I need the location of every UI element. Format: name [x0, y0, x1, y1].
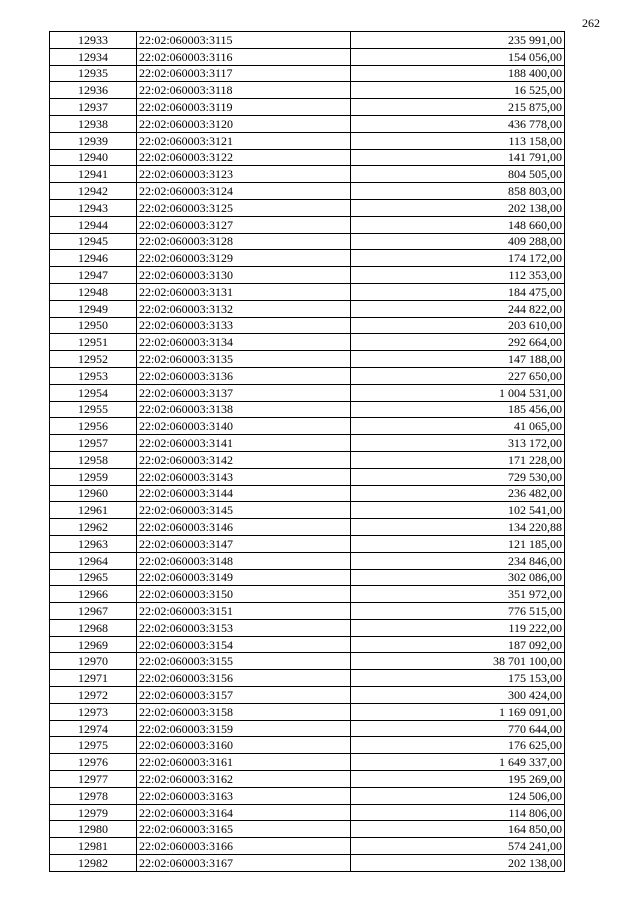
cadastral-number-cell: 22:02:060003:3151: [137, 603, 351, 620]
value-cell: 574 241,00: [351, 838, 565, 855]
row-number-cell: 12982: [50, 855, 137, 872]
row-number-cell: 12955: [50, 401, 137, 418]
value-cell: 776 515,00: [351, 603, 565, 620]
value-cell: 121 185,00: [351, 535, 565, 552]
table-row: [50, 586, 565, 603]
table-row: [50, 603, 565, 620]
row-number-cell: 12941: [50, 166, 137, 183]
row-number-cell: 12942: [50, 183, 137, 200]
table-row: [50, 485, 565, 502]
table-row: [50, 569, 565, 586]
row-number-cell: 12937: [50, 99, 137, 116]
value-cell: 141 791,00: [351, 149, 565, 166]
value-cell: 124 506,00: [351, 787, 565, 804]
cadastral-number-cell: 22:02:060003:3120: [137, 115, 351, 132]
table-row: [50, 183, 565, 200]
table-row: [50, 32, 565, 49]
value-cell: 202 138,00: [351, 199, 565, 216]
row-number-cell: 12958: [50, 451, 137, 468]
row-number-cell: 12945: [50, 233, 137, 250]
cadastral-number-cell: 22:02:060003:3133: [137, 317, 351, 334]
value-cell: 858 803,00: [351, 183, 565, 200]
value-cell: 171 228,00: [351, 451, 565, 468]
row-number-cell: 12963: [50, 535, 137, 552]
value-cell: 202 138,00: [351, 855, 565, 872]
row-number-cell: 12981: [50, 838, 137, 855]
table-row: [50, 771, 565, 788]
cadastral-number-cell: 22:02:060003:3124: [137, 183, 351, 200]
value-cell: 187 092,00: [351, 636, 565, 653]
value-cell: 134 220,88: [351, 519, 565, 536]
value-cell: 244 822,00: [351, 300, 565, 317]
cadastral-number-cell: 22:02:060003:3159: [137, 720, 351, 737]
cadastral-number-cell: 22:02:060003:3142: [137, 451, 351, 468]
row-number-cell: 12952: [50, 351, 137, 368]
cadastral-number-cell: 22:02:060003:3167: [137, 855, 351, 872]
value-cell: 234 846,00: [351, 552, 565, 569]
cadastral-number-cell: 22:02:060003:3118: [137, 82, 351, 99]
row-number-cell: 12961: [50, 502, 137, 519]
table-row: [50, 384, 565, 401]
value-cell: 154 056,00: [351, 48, 565, 65]
table-row: [50, 754, 565, 771]
table-row: [50, 351, 565, 368]
value-cell: 112 353,00: [351, 267, 565, 284]
row-number-cell: 12935: [50, 65, 137, 82]
value-cell: 351 972,00: [351, 586, 565, 603]
row-number-cell: 12962: [50, 519, 137, 536]
value-cell: 175 153,00: [351, 670, 565, 687]
cadastral-number-cell: 22:02:060003:3129: [137, 250, 351, 267]
table-row: [50, 435, 565, 452]
cadastral-value-table: [49, 31, 565, 872]
table-row: [50, 737, 565, 754]
cadastral-number-cell: 22:02:060003:3166: [137, 838, 351, 855]
table-row: [50, 149, 565, 166]
cadastral-number-cell: 22:02:060003:3158: [137, 703, 351, 720]
table-row: [50, 720, 565, 737]
cadastral-number-cell: 22:02:060003:3115: [137, 32, 351, 49]
table-row: [50, 267, 565, 284]
value-cell: 804 505,00: [351, 166, 565, 183]
cadastral-number-cell: 22:02:060003:3132: [137, 300, 351, 317]
row-number-cell: 12957: [50, 435, 137, 452]
value-cell: 188 400,00: [351, 65, 565, 82]
row-number-cell: 12950: [50, 317, 137, 334]
row-number-cell: 12966: [50, 586, 137, 603]
cadastral-number-cell: 22:02:060003:3127: [137, 216, 351, 233]
table-row: [50, 418, 565, 435]
value-cell: 227 650,00: [351, 367, 565, 384]
value-cell: 236 482,00: [351, 485, 565, 502]
table-row: [50, 703, 565, 720]
cadastral-number-cell: 22:02:060003:3130: [137, 267, 351, 284]
table-row: [50, 687, 565, 704]
row-number-cell: 12946: [50, 250, 137, 267]
table-row: [50, 65, 565, 82]
value-cell: 436 778,00: [351, 115, 565, 132]
value-cell: 113 158,00: [351, 132, 565, 149]
value-cell: 174 172,00: [351, 250, 565, 267]
cadastral-number-cell: 22:02:060003:3122: [137, 149, 351, 166]
table-row: [50, 115, 565, 132]
table-row: [50, 216, 565, 233]
row-number-cell: 12940: [50, 149, 137, 166]
cadastral-number-cell: 22:02:060003:3157: [137, 687, 351, 704]
value-cell: 38 701 100,00: [351, 653, 565, 670]
cadastral-number-cell: 22:02:060003:3137: [137, 384, 351, 401]
row-number-cell: 12938: [50, 115, 137, 132]
value-cell: 16 525,00: [351, 82, 565, 99]
value-cell: 770 644,00: [351, 720, 565, 737]
table-row: [50, 804, 565, 821]
table-row: [50, 250, 565, 267]
cadastral-number-cell: 22:02:060003:3117: [137, 65, 351, 82]
value-cell: 203 610,00: [351, 317, 565, 334]
row-number-cell: 12944: [50, 216, 137, 233]
row-number-cell: 12959: [50, 468, 137, 485]
row-number-cell: 12965: [50, 569, 137, 586]
value-cell: 1 004 531,00: [351, 384, 565, 401]
row-number-cell: 12949: [50, 300, 137, 317]
cadastral-number-cell: 22:02:060003:3135: [137, 351, 351, 368]
value-cell: 1 169 091,00: [351, 703, 565, 720]
value-cell: 176 625,00: [351, 737, 565, 754]
table-row: [50, 468, 565, 485]
row-number-cell: 12974: [50, 720, 137, 737]
table-row: [50, 787, 565, 804]
table-row: [50, 619, 565, 636]
table-row: [50, 334, 565, 351]
table-row: [50, 367, 565, 384]
value-cell: 302 086,00: [351, 569, 565, 586]
cadastral-number-cell: 22:02:060003:3147: [137, 535, 351, 552]
table-row: [50, 99, 565, 116]
value-cell: 148 660,00: [351, 216, 565, 233]
row-number-cell: 12951: [50, 334, 137, 351]
cadastral-number-cell: 22:02:060003:3138: [137, 401, 351, 418]
cadastral-number-cell: 22:02:060003:3153: [137, 619, 351, 636]
row-number-cell: 12971: [50, 670, 137, 687]
value-cell: 195 269,00: [351, 771, 565, 788]
cadastral-number-cell: 22:02:060003:3145: [137, 502, 351, 519]
value-cell: 729 530,00: [351, 468, 565, 485]
table-row: [50, 502, 565, 519]
cadastral-number-cell: 22:02:060003:3154: [137, 636, 351, 653]
row-number-cell: 12973: [50, 703, 137, 720]
table-row: [50, 401, 565, 418]
cadastral-number-cell: 22:02:060003:3136: [137, 367, 351, 384]
cadastral-number-cell: 22:02:060003:3165: [137, 821, 351, 838]
cadastral-number-cell: 22:02:060003:3160: [137, 737, 351, 754]
page-number: 262: [582, 16, 600, 30]
row-number-cell: 12976: [50, 754, 137, 771]
row-number-cell: 12975: [50, 737, 137, 754]
cadastral-number-cell: 22:02:060003:3143: [137, 468, 351, 485]
value-cell: 292 664,00: [351, 334, 565, 351]
row-number-cell: 12968: [50, 619, 137, 636]
row-number-cell: 12964: [50, 552, 137, 569]
table-row: [50, 233, 565, 250]
value-cell: 1 649 337,00: [351, 754, 565, 771]
table-row: [50, 535, 565, 552]
row-number-cell: 12933: [50, 32, 137, 49]
table-row: [50, 519, 565, 536]
cadastral-number-cell: 22:02:060003:3162: [137, 771, 351, 788]
cadastral-number-cell: 22:02:060003:3144: [137, 485, 351, 502]
value-cell: 215 875,00: [351, 99, 565, 116]
table-row: [50, 283, 565, 300]
row-number-cell: 12980: [50, 821, 137, 838]
cadastral-number-cell: 22:02:060003:3128: [137, 233, 351, 250]
table-row: [50, 132, 565, 149]
cadastral-number-cell: 22:02:060003:3119: [137, 99, 351, 116]
value-cell: 300 424,00: [351, 687, 565, 704]
value-cell: 409 288,00: [351, 233, 565, 250]
cadastral-number-cell: 22:02:060003:3161: [137, 754, 351, 771]
table-row: [50, 636, 565, 653]
value-cell: 147 188,00: [351, 351, 565, 368]
value-cell: 102 541,00: [351, 502, 565, 519]
row-number-cell: 12936: [50, 82, 137, 99]
cadastral-number-cell: 22:02:060003:3134: [137, 334, 351, 351]
cadastral-number-cell: 22:02:060003:3140: [137, 418, 351, 435]
cadastral-number-cell: 22:02:060003:3141: [137, 435, 351, 452]
cadastral-number-cell: 22:02:060003:3164: [137, 804, 351, 821]
table-row: [50, 821, 565, 838]
cadastral-number-cell: 22:02:060003:3121: [137, 132, 351, 149]
row-number-cell: 12979: [50, 804, 137, 821]
value-cell: 41 065,00: [351, 418, 565, 435]
value-cell: 185 456,00: [351, 401, 565, 418]
row-number-cell: 12970: [50, 653, 137, 670]
table-row: [50, 838, 565, 855]
cadastral-number-cell: 22:02:060003:3155: [137, 653, 351, 670]
row-number-cell: 12956: [50, 418, 137, 435]
cadastral-number-cell: 22:02:060003:3123: [137, 166, 351, 183]
row-number-cell: 12953: [50, 367, 137, 384]
row-number-cell: 12939: [50, 132, 137, 149]
row-number-cell: 12969: [50, 636, 137, 653]
cadastral-number-cell: 22:02:060003:3163: [137, 787, 351, 804]
table-body: [50, 32, 565, 872]
cadastral-number-cell: 22:02:060003:3116: [137, 48, 351, 65]
table-row: [50, 317, 565, 334]
cadastral-number-cell: 22:02:060003:3149: [137, 569, 351, 586]
value-cell: 114 806,00: [351, 804, 565, 821]
table-row: [50, 552, 565, 569]
table-row: [50, 300, 565, 317]
table-row: [50, 451, 565, 468]
row-number-cell: 12972: [50, 687, 137, 704]
cadastral-number-cell: 22:02:060003:3125: [137, 199, 351, 216]
row-number-cell: 12978: [50, 787, 137, 804]
value-cell: 184 475,00: [351, 283, 565, 300]
cadastral-number-cell: 22:02:060003:3148: [137, 552, 351, 569]
table-row: [50, 670, 565, 687]
row-number-cell: 12967: [50, 603, 137, 620]
table-row: [50, 855, 565, 872]
table-row: [50, 48, 565, 65]
table-row: [50, 653, 565, 670]
row-number-cell: 12960: [50, 485, 137, 502]
value-cell: 235 991,00: [351, 32, 565, 49]
cadastral-number-cell: 22:02:060003:3131: [137, 283, 351, 300]
table-row: [50, 166, 565, 183]
row-number-cell: 12943: [50, 199, 137, 216]
table-row: [50, 199, 565, 216]
cadastral-number-cell: 22:02:060003:3150: [137, 586, 351, 603]
row-number-cell: 12947: [50, 267, 137, 284]
cadastral-number-cell: 22:02:060003:3156: [137, 670, 351, 687]
value-cell: 164 850,00: [351, 821, 565, 838]
row-number-cell: 12934: [50, 48, 137, 65]
row-number-cell: 12948: [50, 283, 137, 300]
value-cell: 313 172,00: [351, 435, 565, 452]
cadastral-number-cell: 22:02:060003:3146: [137, 519, 351, 536]
row-number-cell: 12954: [50, 384, 137, 401]
value-cell: 119 222,00: [351, 619, 565, 636]
row-number-cell: 12977: [50, 771, 137, 788]
table-row: [50, 82, 565, 99]
